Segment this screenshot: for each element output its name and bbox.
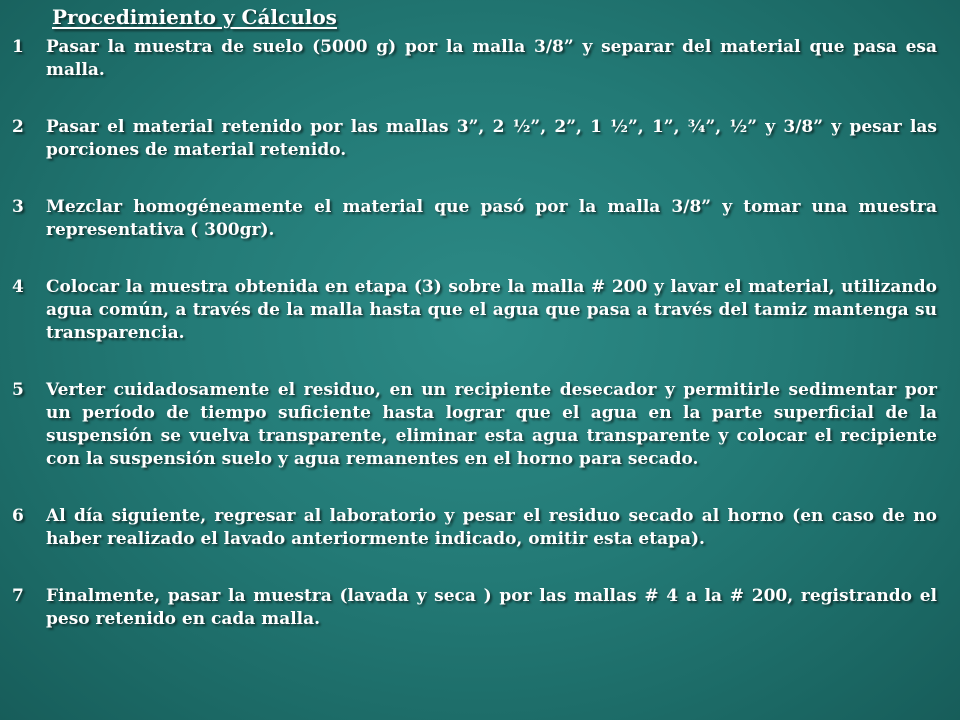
step-text: Al día siguiente, regresar al laboratorio y pesar el residuo secado al horno (en caso de no haber realizado el lavado anteriormente indicado, omitir esta etapa).	[46, 506, 937, 549]
procedure-step-2	[12, 116, 937, 162]
step-text: Finalmente, pasar la muestra (lavada y seca ) por las mallas # 4 a la # 200, registrando el peso retenido en cada malla.	[46, 586, 937, 629]
step-number: 5	[12, 380, 24, 400]
step-text: Pasar el material retenido por las mallas 3”, 2 ½”, 2”, 1 ½”, 1”, ¾”, ½” y 3/8” y pesar las porciones de material retenido.	[46, 117, 937, 160]
procedure-step-5	[12, 379, 937, 471]
procedure-step-6	[12, 505, 937, 551]
step-number: 4	[12, 277, 24, 297]
procedure-step-4	[12, 276, 937, 345]
procedure-step-1	[12, 36, 937, 82]
step-text: Verter cuidadosamente el residuo, en un recipiente desecador y permitirle sedimentar por un período de tiempo suficiente hasta lograr que el agua en la parte superficial de la suspensión se vuelva transparente, eliminar esta agua transparente y colocar el recipiente con la suspensión suelo y agua remanentes en el horno para secado.	[46, 380, 937, 469]
step-text: Pasar la muestra de suelo (5000 g) por la malla 3/8” y separar del material que pasa esa malla.	[46, 37, 937, 80]
step-number: 6	[12, 506, 24, 526]
step-number: 7	[12, 586, 24, 606]
step-text: Mezclar homogéneamente el material que pasó por la malla 3/8” y tomar una muestra representativa ( 300gr).	[46, 197, 937, 240]
step-number: 2	[12, 117, 24, 137]
step-number: 1	[12, 37, 24, 57]
procedure-steps-list	[12, 36, 937, 665]
procedure-step-7	[12, 585, 937, 631]
slide-title: Procedimiento y Cálculos	[52, 5, 337, 29]
step-text: Colocar la muestra obtenida en etapa (3) sobre la malla # 200 y lavar el material, utilizando agua común, a través de la malla hasta que el agua que pasa a través del tamiz mantenga su transparencia.	[46, 277, 937, 343]
step-number: 3	[12, 197, 24, 217]
procedure-step-3	[12, 196, 937, 242]
